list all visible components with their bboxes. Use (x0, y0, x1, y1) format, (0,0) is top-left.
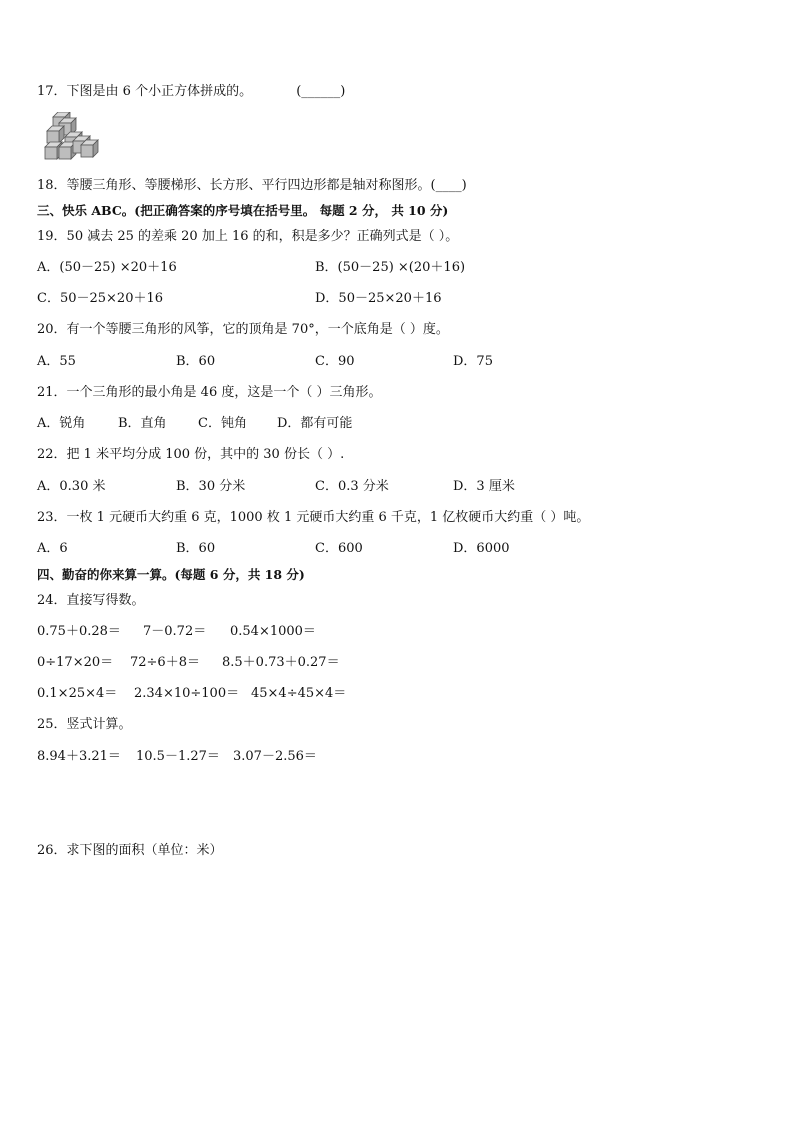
calc-item: 0.54×1000＝ (230, 624, 316, 639)
section-4-title: 四、勤奋的你来算一算。(每题 6 分，共 18 分) (37, 567, 305, 582)
calc-item: 0.75＋0.28＝ (37, 624, 121, 639)
question-17 (37, 83, 345, 101)
option-22-d[interactable]: D．3 厘米 (453, 479, 515, 494)
option-19-b[interactable]: B．(50－25) ×(20＋16) (315, 260, 466, 275)
calc-item: 8.5＋0.73＋0.27＝ (222, 655, 340, 670)
calc-item: 3.07－2.56＝ (233, 749, 317, 764)
option-22-c[interactable]: C．0.3 分米 (315, 479, 389, 494)
question-18: 18．等腰三角形、等腰梯形、长方形、平行四边形都是轴对称图形。(____) (37, 178, 467, 193)
calc-item: 0.1×25×4＝ (37, 686, 118, 701)
option-22-a[interactable]: A．0.30 米 (37, 479, 106, 494)
option-22-b[interactable]: B．30 分米 (176, 479, 246, 494)
option-19-d[interactable]: D．50－25×20＋16 (315, 291, 442, 306)
option-20-c[interactable]: C．90 (315, 354, 355, 369)
calc-item: 0÷17×20＝ (37, 655, 114, 670)
option-23-b[interactable]: B．60 (176, 541, 216, 556)
question-26: 26．求下图的面积（单位：米） (37, 843, 223, 858)
option-19-c[interactable]: C．50－25×20＋16 (37, 291, 164, 306)
option-23-a[interactable]: A．6 (37, 541, 68, 556)
option-21-d[interactable]: D．都有可能 (277, 416, 353, 431)
question-19: 19．50 减去 25 的差乘 20 加上 16 的和，积是多少？正确列式是（ ）。 (37, 229, 459, 244)
calc-item: 45×4÷45×4＝ (251, 686, 347, 701)
option-21-a[interactable]: A．锐角 (37, 416, 86, 431)
calc-item: 10.5－1.27＝ (136, 749, 220, 764)
calc-item: 8.94＋3.21＝ (37, 749, 121, 764)
option-21-c[interactable]: C．钝角 (198, 416, 247, 431)
stacked-cubes-figure (43, 112, 99, 164)
question-24: 24．直接写得数。 (37, 593, 145, 608)
question-20: 20．有一个等腰三角形的风筝，它的顶角是 70°，一个底角是（ ）度。 (37, 322, 449, 337)
option-20-b[interactable]: B．60 (176, 354, 216, 369)
question-25: 25．竖式计算。 (37, 717, 132, 732)
option-20-d[interactable]: D．75 (453, 354, 493, 369)
calc-item: 2.34×10÷100＝ (134, 686, 240, 701)
option-19-a[interactable]: A．(50－25) ×20＋16 (37, 260, 177, 275)
question-23: 23．一枚 1 元硬币大约重 6 克，1000 枚 1 元硬币大约重 6 千克，1 亿枚硬币大约重（ ）吨。 (37, 510, 590, 525)
question-21: 21．一个三角形的最小角是 46 度，这是一个（ ）三角形。 (37, 385, 382, 400)
option-20-a[interactable]: A．55 (37, 354, 76, 369)
option-23-d[interactable]: D．6000 (453, 541, 510, 556)
question-17-text: 17．下图是由 6 个小正方体拼成的。 (37, 84, 253, 99)
answer-blank: (______) (296, 84, 346, 99)
option-23-c[interactable]: C．600 (315, 541, 363, 556)
question-22: 22．把 1 米平均分成 100 份，其中的 30 份长（ ）. (37, 447, 345, 462)
option-21-b[interactable]: B．直角 (118, 416, 167, 431)
calc-item: 7－0.72＝ (143, 624, 207, 639)
calc-item: 72÷6＋8＝ (130, 655, 200, 670)
section-3-title: 三、快乐 ABC。(把正确答案的序号填在括号里。 每题 2 分， 共 10 分) (37, 203, 449, 218)
